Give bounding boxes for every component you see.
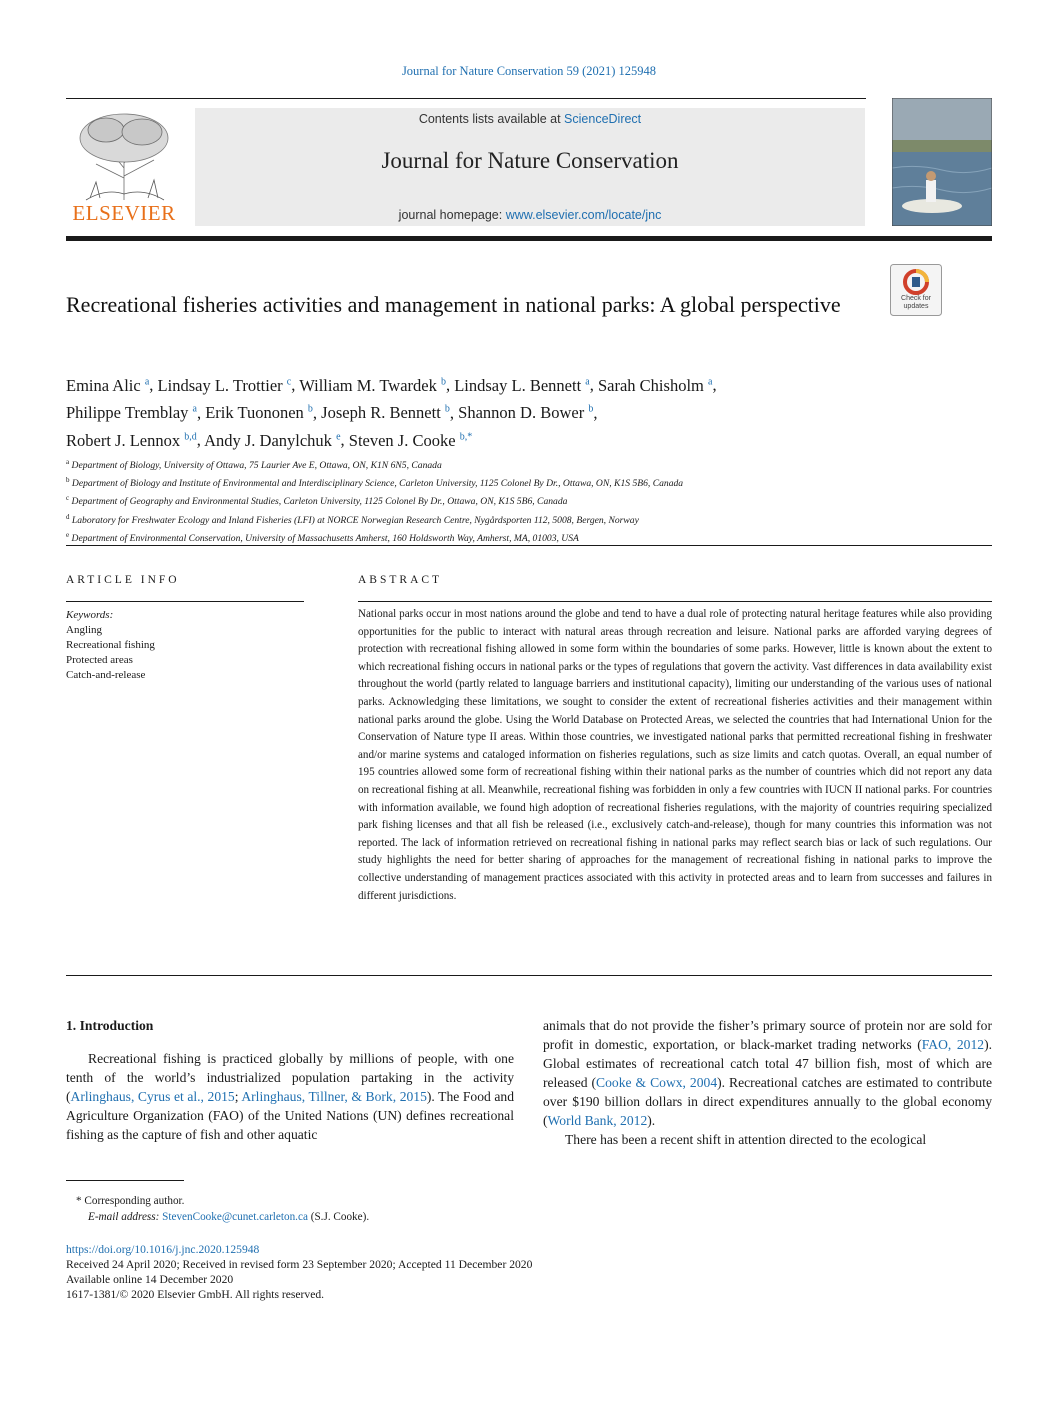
affiliation-marker: d	[66, 512, 70, 521]
author[interactable]	[158, 376, 292, 395]
author-affiliation-marker[interactable]: c	[286, 376, 292, 387]
affiliation-marker: a	[66, 458, 70, 466]
masthead-top-rule	[66, 98, 866, 99]
citation-link[interactable]: Arlinghaus, Cyrus et al., 2015	[70, 1089, 235, 1104]
tree-logo-icon	[66, 108, 182, 202]
article-info-heading: ARTICLE INFO	[66, 574, 180, 586]
author-name: Joseph R. Bennett	[321, 403, 441, 422]
publication-info	[66, 1242, 766, 1302]
citation-link[interactable]: Arlinghaus, Tillner, & Bork, 2015	[241, 1089, 427, 1104]
intro-paragraph-1-continued	[543, 1016, 992, 1130]
masthead-bottom-rule	[66, 236, 992, 241]
author[interactable]	[205, 403, 313, 422]
author-affiliation-marker[interactable]: b,*	[459, 431, 473, 442]
contents-line	[195, 112, 865, 126]
article-title: Recreational fisheries activities and management in national parks: A global perspective	[66, 292, 841, 317]
publisher-name: ELSEVIER	[72, 201, 176, 225]
author-affiliation-marker[interactable]: a	[585, 376, 590, 387]
keyword-item: Protected areas	[66, 654, 133, 666]
intro-paragraph-1	[66, 1049, 514, 1144]
body-column-left	[66, 1016, 514, 1144]
text-run: ). The Food and Agriculture Organization (FAO) of the United Nations (UN) defines recreational fishing as the capture of fish and other aquatic	[66, 1089, 514, 1142]
journal-reference[interactable]: Journal for Nature Conservation 59 (2021) 125948	[401, 64, 657, 78]
footnotes	[66, 1193, 666, 1225]
author[interactable]	[458, 403, 593, 422]
affiliations	[66, 455, 966, 546]
abstract-text: National parks occur in most nations around the globe and tend to have a dual role of protecting natural heritage features while also providing opportunities for the public to interact with natural areas through recreation and leisure. National parks are afforded varying degrees of protection with recreational fishing allowed in some form within the boundaries of some parks. However, little is known about the extent to which recreational fishing occurs in national parks or the types of regulations that govern the activity. Vast differences in data availability exist throughout the world (partly related to language barriers and institutional capacity), limiting our understanding of the various uses of national parks. Acknowledging these limitations, we sought to consider the extent of recreational fisheries activities and their management within national parks around the globe. Using the World Database on Protected Areas, we selected the countries that had International Union for the Conservation of Nature type II areas. Within those countries, we investigated national parks that permitted recreational fishing in freshwater and/or marine systems and cataloged information on fisheries regulations, such as size limits and catch quotas. Overall, an equal number of 195 countries allowed some form of recreational fishing within their national parks as the number of countries which did not report any data on recreational fishing at all. Meanwhile, recreational fishing was forbidden in only a few countries with IUCN II national parks. For countries with information available, we found high adoption of recreational fisheries regulations, with the majority of countries requiring specialized park fishing licenses and that all fish be released (i.e., exclusively catch-and-release), though for many countries this information was not reported. The lack of information retrieved on recreational fishing in national parks may reflect search bias or lack of such regulations. Our study highlights the need for better sharing of approaches for the management of recreational fishing in national parks to improve the collective understanding of management practices associated with this activity in protected areas and to learn from successes and failures in different jurisdictions.	[358, 608, 993, 902]
email-label: E-mail address:	[88, 1211, 163, 1223]
email-suffix: (S.J. Cooke).	[307, 1211, 370, 1223]
contents-prefix: Contents lists available at	[418, 112, 565, 126]
journal-banner	[195, 108, 865, 226]
copyright: 1617-1381/© 2020 Elsevier GmbH. All rights reserved.	[66, 1288, 325, 1301]
body-column-right	[543, 1016, 992, 1149]
affiliations-rule	[66, 545, 992, 546]
author[interactable]	[66, 431, 197, 450]
author-name: Robert J. Lennox	[66, 430, 181, 450]
author[interactable]	[66, 376, 149, 395]
homepage-line	[195, 208, 865, 222]
author-name: Sarah Chisholm	[597, 375, 704, 395]
corresponding-author-note: * Corresponding author.	[76, 1195, 185, 1207]
affiliation-marker: b	[66, 476, 70, 485]
affiliation-text: Department of Environmental Conservation, University of Massachusetts Amherst, 160 Holdsworth Way, Amherst, MA, 01003, USA	[71, 532, 579, 544]
sciencedirect-link[interactable]: ScienceDirect	[564, 112, 642, 126]
affiliation-marker: e	[66, 530, 70, 539]
available-online: Available online 14 December 2020	[66, 1273, 234, 1286]
affiliation-text: Laboratory for Freshwater Ecology and Inland Fisheries (LFI) at NORCE Norwegian Research Centre, Nygårdsporten 112, 5008, Bergen, Norway	[71, 514, 639, 526]
footnote-rule	[66, 1180, 184, 1181]
affiliation-marker: c	[66, 494, 70, 503]
author[interactable]	[349, 431, 472, 450]
text-run: Recreational fishing is practiced globally by millions of people, with one tenth of the world’s industrialized population partaking in the activity (	[66, 1051, 514, 1104]
keyword-item: Catch-and-release	[66, 669, 146, 681]
abstract-bottom-rule	[66, 975, 992, 976]
section-heading-introduction: 1. Introduction	[66, 1018, 154, 1033]
email-line	[66, 1209, 666, 1225]
author-affiliation-marker[interactable]: b,d	[184, 431, 197, 442]
citation-link[interactable]: FAO, 2012	[921, 1037, 985, 1052]
keyword-item: Recreational fishing	[66, 639, 155, 651]
author-affiliation-marker[interactable]: b	[588, 403, 594, 415]
doi-link[interactable]: https://doi.org/10.1016/j.jnc.2020.125948	[66, 1243, 260, 1256]
text-run: ;	[234, 1089, 242, 1104]
keyword-item: Angling	[66, 624, 103, 636]
citation-link[interactable]: Cooke & Cowx, 2004	[596, 1075, 718, 1090]
keywords-block	[66, 608, 306, 683]
author[interactable]	[66, 403, 197, 422]
text-run: ). Recreational catches are estimated to contribute over $190 billion dollars in direct expenditures annually to the global economy (	[543, 1075, 993, 1128]
intro-paragraph-2: There has been a recent shift in attention directed to the ecological	[565, 1132, 927, 1147]
text-run: ). Global estimates of recreational catch total 47 billion fish, most of which are released (	[543, 1037, 992, 1090]
cover-photo-icon	[892, 98, 992, 226]
author-list: Emina Alic $^a$, Lindsay L. Trottier $^c$, William M. Twardek $^b$, Lindsay L. Bennett $^a$, Sarah Chisholm $^a$, Philippe Tremblay $^a$, Erik Tuononen $^b$, Joseph R. Bennett $^b$, Shannon D. Bower $^b$, Robert J. Lennox $^{b,d}$, Andy J. Danylchuk $^e$, Steven J. Cooke $^{b,*}$	[66, 375, 717, 450]
author-name: Shannon D. Bower	[458, 403, 585, 422]
author-name: Lindsay L. Trottier	[157, 375, 283, 395]
author-name: Emina Alic	[66, 375, 141, 395]
affiliation-text: Department of Geography and Environmental Studies, Carleton University, 1125 Colonel By Dr., Ottawa, ON, K1S 5B6, Canada	[71, 496, 568, 508]
author-affiliation-marker[interactable]: a	[192, 403, 197, 415]
author-affiliation-marker[interactable]: a	[144, 376, 150, 387]
author-affiliation-marker[interactable]: b	[444, 403, 450, 415]
homepage-link[interactable]: www.elsevier.com/locate/jnc	[505, 208, 662, 222]
author[interactable]	[454, 376, 590, 395]
keywords-label: Keywords:	[66, 609, 114, 621]
elsevier-logo[interactable]	[66, 108, 182, 226]
abstract-rule	[358, 601, 992, 602]
text-run: ).	[647, 1113, 656, 1128]
author-affiliation-marker[interactable]: a	[707, 376, 713, 387]
author[interactable]	[598, 376, 712, 395]
journal-cover-image[interactable]	[892, 98, 992, 226]
homepage-prefix: journal homepage:	[398, 208, 506, 222]
author-name: Steven J. Cooke	[348, 430, 456, 450]
author-name: William M. Twardek	[299, 375, 437, 395]
author[interactable]	[299, 376, 446, 395]
affiliation-line	[66, 491, 966, 509]
check-updates-label: Check for updates	[901, 295, 931, 310]
affiliation-line	[66, 510, 966, 528]
abstract-heading: ABSTRACT	[358, 574, 443, 586]
author-affiliation-marker[interactable]: b	[307, 403, 313, 415]
received-dates: Received 24 April 2020; Received in revised form 23 September 2020; Accepted 11 December 2020	[66, 1258, 533, 1271]
check-for-updates-badge[interactable]	[890, 264, 942, 316]
affiliation-text: Department of Biology, University of Ottawa, 75 Laurier Ave E, Ottawa, ON, K1N 6N5, Canada	[71, 460, 442, 472]
author-name: Erik Tuononen	[205, 403, 304, 422]
affiliation-line	[66, 528, 966, 546]
citation-link[interactable]: World Bank, 2012	[547, 1113, 648, 1128]
affiliation-line	[66, 473, 966, 491]
author[interactable]	[321, 403, 450, 422]
author[interactable]	[204, 431, 340, 450]
article-info-rule	[66, 601, 304, 602]
author-affiliation-marker[interactable]: e	[336, 431, 341, 442]
author-name: Philippe Tremblay	[66, 403, 189, 422]
author-name: Lindsay L. Bennett	[454, 375, 582, 395]
email-link[interactable]: StevenCooke@cunet.carleton.ca	[162, 1211, 308, 1223]
text-run: animals that do not provide the fisher’s primary source of protein nor are sold for profit in domestic, exportation, or black-market trading networks (	[543, 1018, 992, 1052]
author-affiliation-marker[interactable]: b	[440, 376, 446, 387]
affiliation-text: Department of Biology and Institute of Environmental and Interdisciplinary Science, Carleton University, 1125 Colonel By Dr., Ottawa, ON, K1S 5B6, Canada	[71, 478, 684, 490]
author-name: Andy J. Danylchuk	[204, 430, 332, 450]
journal-title: Journal for Nature Conservation	[381, 148, 679, 173]
affiliation-line	[66, 455, 966, 473]
